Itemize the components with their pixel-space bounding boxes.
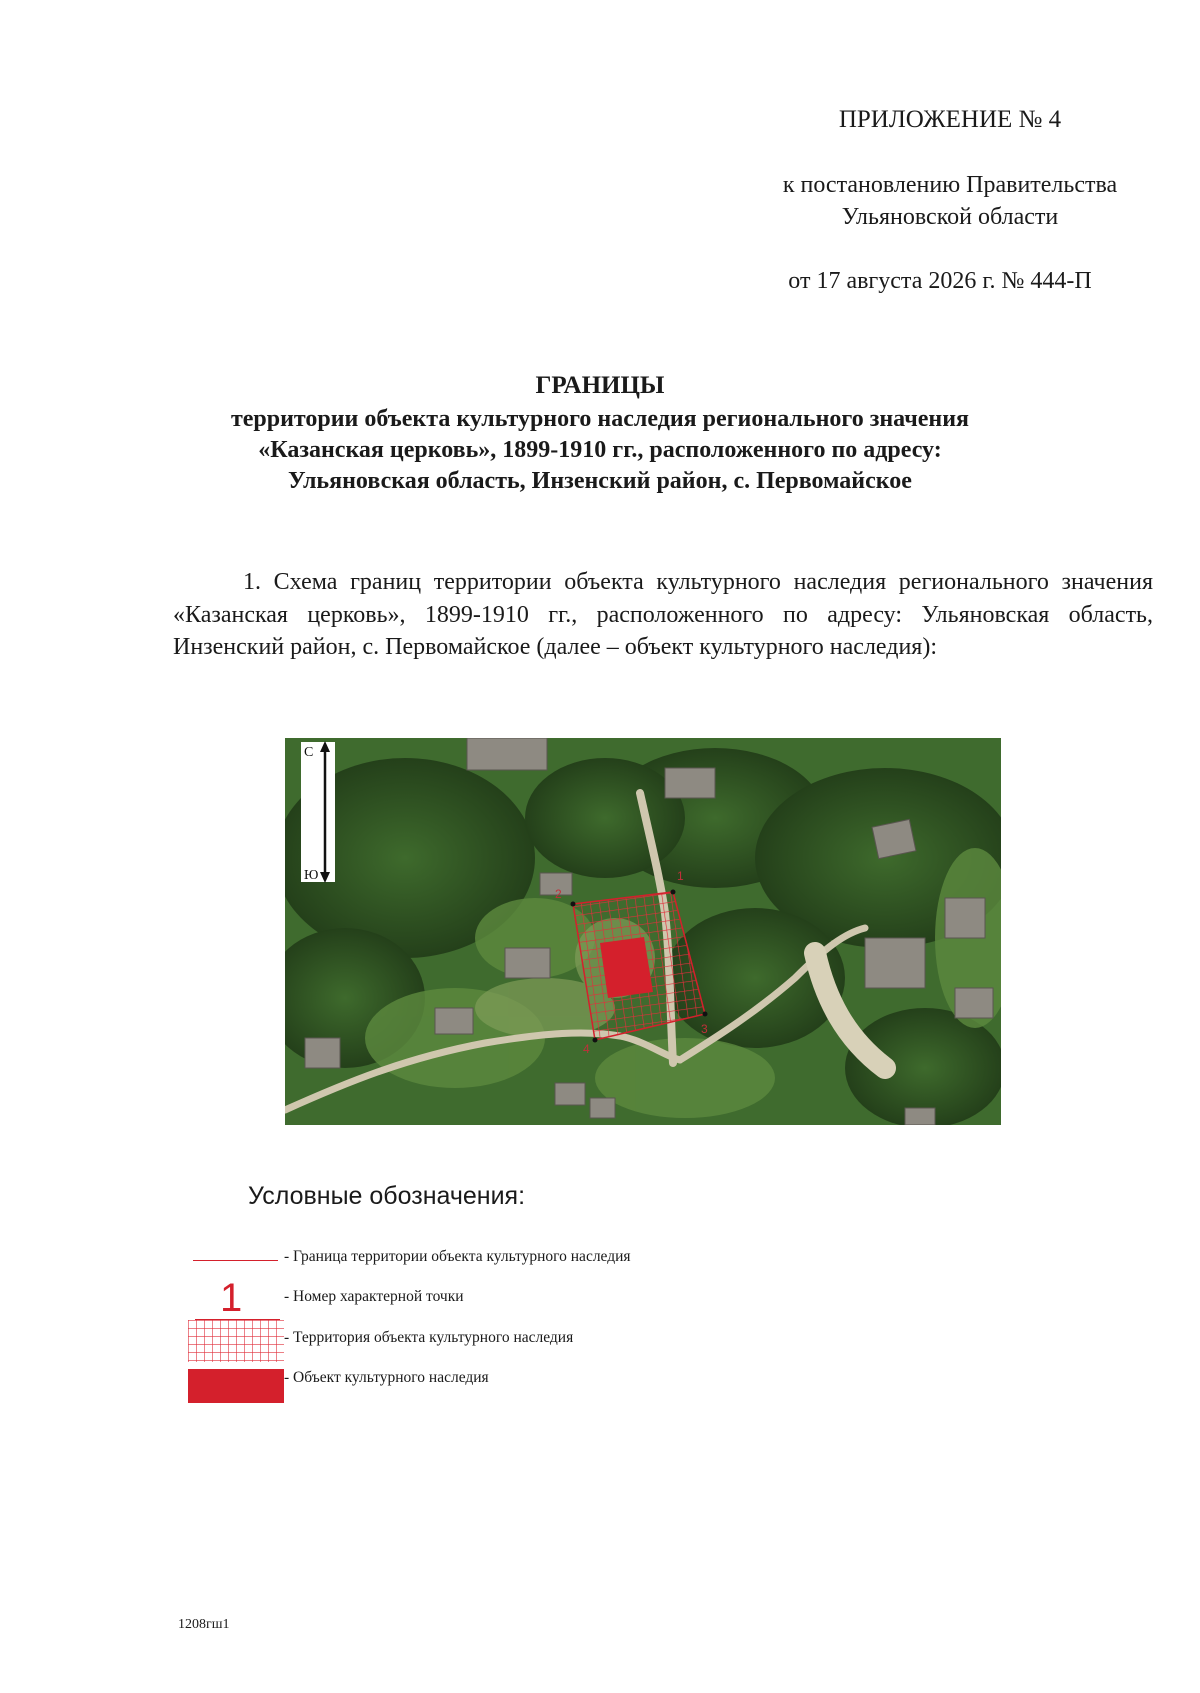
north-arrow-icon <box>301 741 335 883</box>
legend-item-point: - Номер характерной точки <box>284 1288 464 1305</box>
south-label: Ю <box>304 868 319 883</box>
legend-item-object: - Объект культурного наследия <box>284 1369 489 1386</box>
appendix-number: ПРИЛОЖЕНИЕ № 4 <box>838 106 1062 133</box>
legend-item-territory: - Территория объекта культурного наследия <box>284 1329 574 1346</box>
page-subtitle-line3: Ульяновская область, Инзенский район, с. Первомайское <box>288 468 912 494</box>
north-label: С <box>304 745 314 760</box>
point-label-2: 2 <box>555 887 562 901</box>
decree-reference-line2: Ульяновской области <box>841 204 1059 230</box>
legend-heading: Условные обозначения: <box>248 1182 526 1210</box>
heritage-object <box>600 937 653 998</box>
page-title: ГРАНИЦЫ <box>535 372 665 399</box>
body-paragraph: 1. Схема границ территории объекта культурного наследия регионального значения «Казанская церковь», 1899-1910 гг., расположенного по адресу: Ульяновская область, Инзенский район, с. Первомайское (далее – объект культурного наследия): <box>173 569 1153 660</box>
legend-boundary-line <box>193 1260 278 1261</box>
page-subtitle-line2: «Казанская церковь», 1899-1910 гг., расположенного по адресу: <box>258 437 942 463</box>
decree-reference-line1: к постановлению Правительства <box>782 172 1118 198</box>
legend-item-boundary: - Граница территории объекта культурного наследия <box>284 1248 631 1265</box>
satellite-map <box>285 738 1001 1125</box>
point-label-4: 4 <box>583 1042 590 1056</box>
page-subtitle-line1: территории объекта культурного наследия регионального значения <box>230 406 970 432</box>
legend-point-number: 1 <box>220 1276 243 1320</box>
legend-object-swatch <box>188 1369 284 1403</box>
point-label-1: 1 <box>677 869 684 883</box>
document-code: 1208гш1 <box>178 1617 230 1632</box>
decree-date-number: от 17 августа 2026 г. № 444-П <box>788 268 1092 294</box>
point-label-3: 3 <box>701 1022 708 1036</box>
legend-territory-swatch <box>188 1320 284 1362</box>
